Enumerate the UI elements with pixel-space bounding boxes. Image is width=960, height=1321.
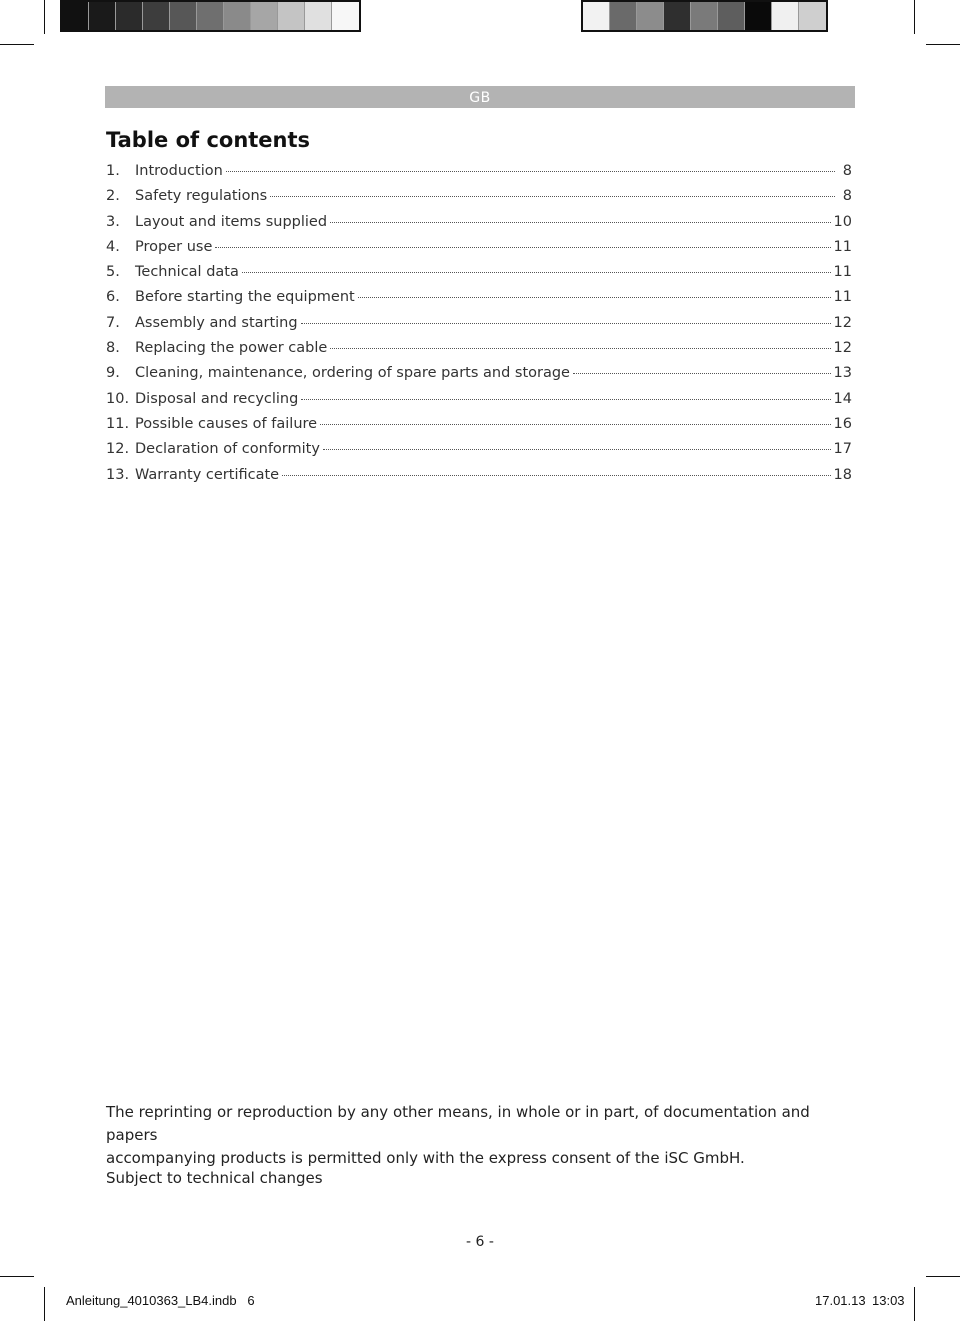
toc-item-number: 11. [106,415,130,432]
color-swatch [89,2,116,30]
toc-item-page: 17 [833,441,852,458]
toc-item-number: 7. [106,314,120,331]
crop-mark-bl-h [0,1276,34,1277]
toc-item-leader [215,246,830,248]
toc-item-number: 1. [106,163,120,179]
toc-item[interactable] [106,441,852,466]
color-swatch [799,2,826,30]
toc-item[interactable] [106,391,852,416]
color-swatch [332,2,359,30]
toc-item[interactable] [106,188,852,213]
reprint-notice [106,1101,846,1170]
color-swatch [116,2,143,30]
toc-item-page: 13 [833,365,852,382]
toc-item[interactable] [106,214,852,239]
color-swatch [251,2,278,30]
color-bar-left [60,0,361,32]
toc-item-label: Technical data [135,264,239,281]
color-swatch [610,2,637,30]
toc-item-page: 16 [833,415,852,432]
toc-list [106,163,852,492]
language-code: GB [469,90,491,106]
crop-mark-br-h [926,1276,960,1277]
color-swatch [718,2,745,30]
toc-title: Table of contents [106,128,311,152]
toc-item-leader [226,170,835,172]
toc-item-page: 11 [833,264,852,281]
toc-item-label: Safety regulations [135,188,268,205]
language-header-bar [105,86,855,108]
toc-item-leader [573,372,831,374]
toc-item-page: 12 [833,314,852,331]
toc-item-leader [320,423,830,425]
toc-item-page: 18 [833,466,852,483]
page-number: - 6 - [466,1234,494,1250]
color-swatch [170,2,197,30]
toc-item[interactable] [106,163,852,188]
toc-item-leader [270,195,835,197]
toc-item-label: Proper use [135,238,213,255]
color-swatch [691,2,718,30]
toc-item-leader [330,221,830,223]
toc-item-leader [358,296,831,298]
toc-item-page: 8 [842,188,852,205]
toc-item-number: 12. [106,441,130,458]
footer-date: 17.01.13 [815,1293,866,1308]
footer-time: 13:03 [872,1293,905,1308]
toc-item-label: Cleaning, maintenance, ordering of spare parts and storage [135,365,570,382]
toc-item-number: 2. [106,188,120,205]
toc-item-page: 10 [833,213,852,230]
toc-item[interactable] [106,365,852,390]
toc-item-number: 3. [106,213,120,230]
toc-item-page: 8 [842,163,852,179]
color-swatch [583,2,610,30]
toc-item-label: Assembly and starting [135,314,298,331]
crop-mark-tl-h [0,44,34,45]
color-swatch [745,2,772,30]
color-swatch [637,2,664,30]
toc-item-label: Possible causes of failure [135,415,318,432]
color-swatch [278,2,305,30]
crop-mark-tl-v [44,0,45,34]
toc-item-number: 9. [106,365,120,382]
toc-item-number: 4. [106,238,120,255]
toc-item[interactable] [106,264,852,289]
toc-item-number: 5. [106,264,120,281]
toc-item-label: Replacing the power cable [135,340,328,357]
footer-file-name: Anleitung_4010363_LB4.indb 6 [66,1293,255,1308]
toc-item-leader [242,271,831,273]
reprint-notice-line-2: accompanying products is permitted only with the express consent of the iSC GmbH. [106,1149,745,1167]
toc-item-leader [301,322,831,324]
toc-item-number: 6. [106,289,120,306]
reprint-notice-line-1: The reprinting or reproduction by any other means, in whole or in part, of documentation and papers [106,1103,810,1144]
toc-item-label: Disposal and recycling [135,390,299,407]
crop-mark-bl-v [44,1287,45,1321]
toc-item[interactable] [106,239,852,264]
toc-item-number: 10. [106,390,130,407]
crop-mark-br-v [914,1287,915,1321]
toc-item-label: Declaration of conformity [135,441,320,458]
technical-changes-note: Subject to technical changes [106,1169,323,1187]
crop-mark-tr-h [926,44,960,45]
color-swatch [664,2,691,30]
color-swatch [305,2,332,30]
color-swatch [224,2,251,30]
color-swatch [62,2,89,30]
toc-item-number: 8. [106,340,120,357]
toc-item[interactable] [106,467,852,492]
color-bar-right [581,0,828,32]
toc-item-page: 12 [833,340,852,357]
crop-mark-tr-v [914,0,915,34]
toc-item[interactable] [106,416,852,441]
toc-item-label: Layout and items supplied [135,213,328,230]
toc-item[interactable] [106,289,852,314]
color-swatch [143,2,170,30]
toc-item-number: 13. [106,466,130,483]
toc-item[interactable] [106,340,852,365]
toc-item-page: 14 [833,390,852,407]
toc-item-leader [301,398,830,400]
toc-item-leader [323,448,831,450]
toc-item-label: Warranty certificate [135,466,280,483]
color-swatch [197,2,224,30]
toc-item-label: Introduction [135,163,223,179]
toc-item[interactable] [106,315,852,340]
toc-item-page: 11 [833,289,852,306]
toc-item-label: Before starting the equipment [135,289,355,306]
toc-item-leader [282,474,830,476]
toc-item-leader [330,347,830,349]
color-swatch [772,2,799,30]
toc-item-page: 11 [833,238,852,255]
